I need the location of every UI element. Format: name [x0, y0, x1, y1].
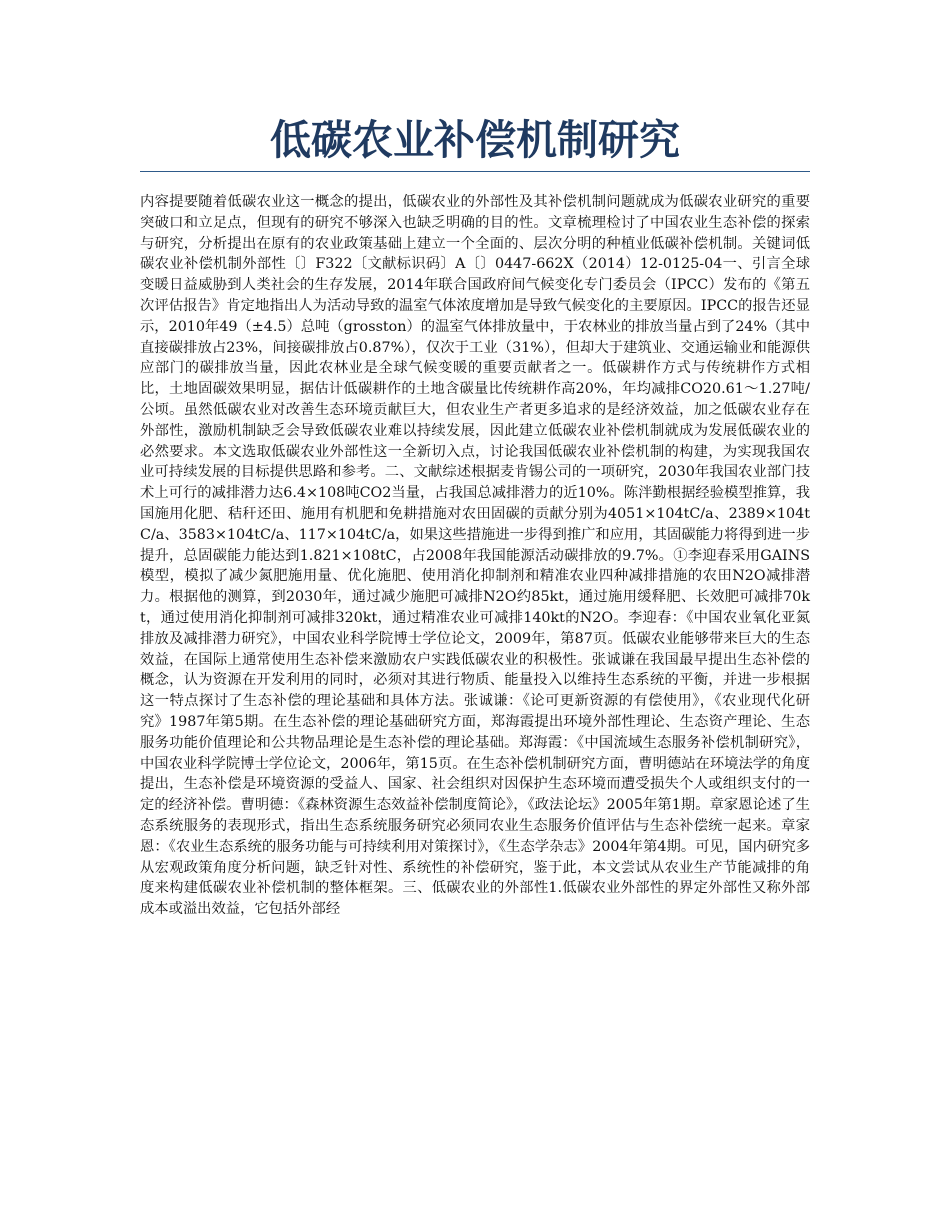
title-divider: [140, 171, 810, 172]
document-body: 内容提要随着低碳农业这一概念的提出，低碳农业的外部性及其补偿机制问题就成为低碳农业研究的重要突破口和立足点，但现有的研究不够深入也缺乏明确的目的性。文章梳理检讨了中国农业生态补偿的探索与研究，分析提出在原有的农业政策基础上建立一个全面的、层次分明的种植业低碳补偿机制。关键词低碳农业补偿机制外部性〔〕F322〔文献标识码〕A〔〕0447-662X（2014）12-0125-04一、引言全球变暖日益威胁到人类社会的生存发展，2014年联合国政府间气候变化专门委员会（IPCC）发布的《第五次评估报告》肯定地指出人为活动导致的温室气体浓度增加是导致气候变化的主要原因。IPCC的报告还显示，2010年49（±4.5）总吨（grosston）的温室气体排放量中，于农林业的排放当量占到了24%（其中直接碳排放占23%，间接碳排放占0.87%），仅次于工业（31%），但却大于建筑业、交通运输业和能源供应部门的碳排放当量，因此农林业是全球气候变暖的重要贡献者之一。低碳耕作方式与传统耕作方式相比，土地固碳效果明显，据估计低碳耕作的土地含碳量比传统耕作高20%，年均减排CO20.61～1.27吨/公顷。虽然低碳农业对改善生态环境贡献巨大，但农业生产者更多追求的是经济效益，加之低碳农业存在外部性，激励机制缺乏会导致低碳农业难以持续发展，因此建立低碳农业补偿机制就成为发展低碳农业的必然要求。本文选取低碳农业外部性这一全新切入点，讨论我国低碳农业补偿机制的构建，为实现我国农业可持续发展的目标提供思路和参考。二、文献综述根据麦肯锡公司的一项研究，2030年我国农业部门技术上可行的减排潜力达6.4×108吨CO2当量，占我国总减排潜力的近10%。陈泮勤根据经验模型推算，我国施用化肥、秸秆还田、施用有机肥和免耕措施对农田固碳的贡献分别为4051×104tC/a、2389×104tC/a、3583×104tC/a、117×104tC/a，如果这些措施进一步得到推广和应用，其固碳能力将得到进一步提升，总固碳能力能达到1.821×108tC，占2008年我国能源活动碳排放的9.7%。①李迎春采用GAINS模型，模拟了减少氮肥施用量、优化施肥、使用消化抑制剂和精准农业四种减排措施的农田N2O减排潜力。根据他的测算，到2030年，通过减少施肥可减排N2O约85kt，通过施用缓释肥、长效肥可减排70kt，通过使用消化抑制剂可减排320kt，通过精准农业可减排140kt的N2O。李迎春：《中国农业氧化亚氮排放及减排潜力研究》，中国农业科学院博士学位论文，2009年，第87页。低碳农业能够带来巨大的生态效益，在国际上通常使用生态补偿来激励农户实践低碳农业的积极性。张诚谦在我国最早提出生态补偿的概念，认为资源在开发利用的同时，必须对其进行物质、能量投入以维持生态系统的平衡，并进一步根据这一特点探讨了生态补偿的理论基础和具体方法。张诚谦：《论可更新资源的有偿使用》，《农业现代化研究》1987年第5期。在生态补偿的理论基础研究方面，郑海霞提出环境外部性理论、生态资产理论、生态服务功能价值理论和公共物品理论是生态补偿的理论基础。郑海霞：《中国流域生态服务补偿机制研究》，中国农业科学院博士学位论文，2006年，第15页。在生态补偿机制研究方面，曹明德站在环境法学的角度提出，生态补偿是环境资源的受益人、国家、社会组织对因保护生态环境而遭受损失个人或组织支付的一定的经济补偿。曹明德：《森林资源生态效益补偿制度简论》，《政法论坛》2005年第1期。章家恩论述了生态系统服务的表现形式，指出生态系统服务研究必须同农业生态服务价值评估与生态补偿统一起来。章家恩：《农业生态系统的服务功能与可持续利用对策探讨》，《生态学杂志》2004年第4期。可见，国内研究多从宏观政策角度分析问题，缺乏针对性、系统性的补偿研究，鉴于此，本文尝试从农业生产节能减排的角度来构建低碳农业补偿机制的整体框架。三、低碳农业的外部性1.低碳农业外部性的界定外部性又称外部成本或溢出效益，它包括外部经: [140, 194, 810, 918]
document-title: 低碳农业补偿机制研究: [270, 116, 680, 164]
